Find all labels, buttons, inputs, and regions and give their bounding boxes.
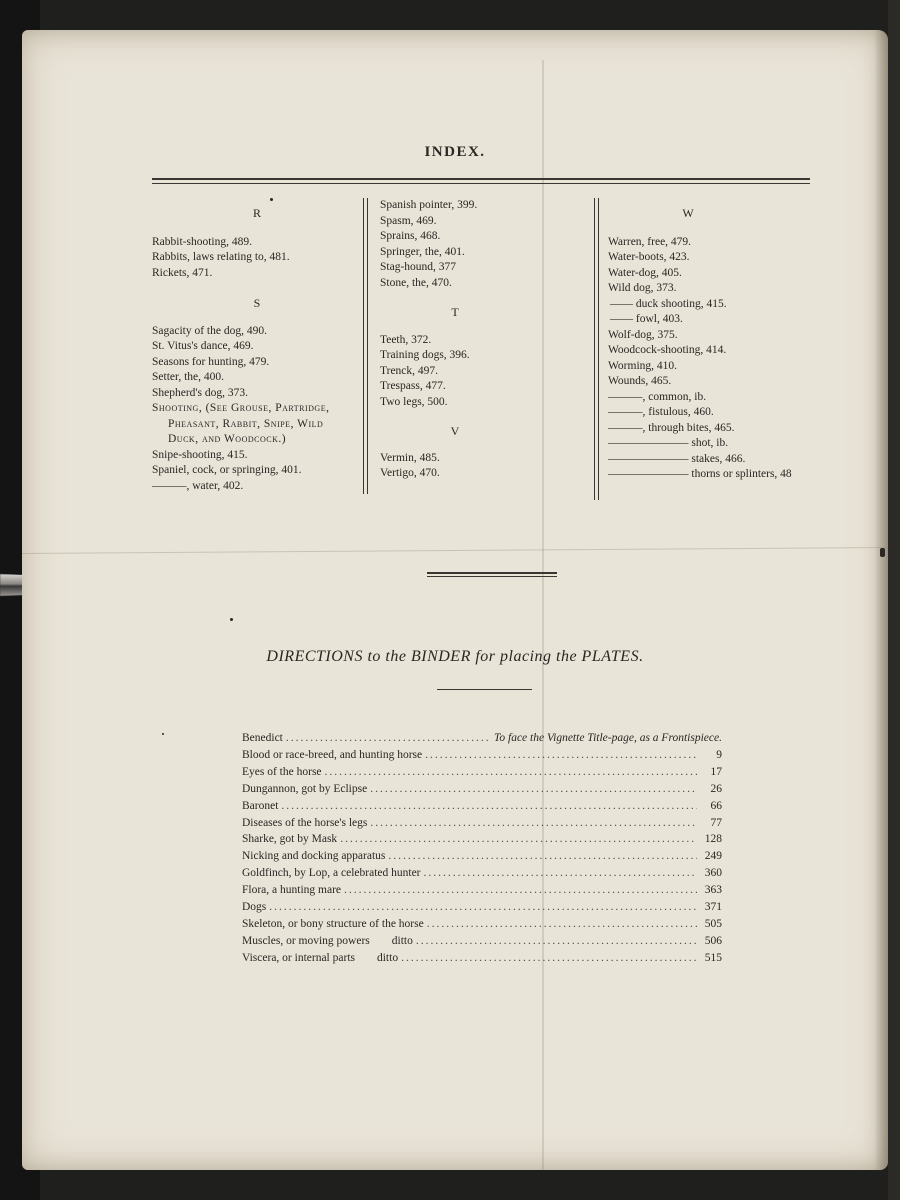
plate-label: Viscera, or internal parts xyxy=(242,951,355,964)
index-entry: Snipe-shooting, 415. xyxy=(152,448,248,461)
plate-page-number: 17 xyxy=(710,765,722,778)
index-entry: Sprains, 468. xyxy=(380,230,441,242)
plate-row xyxy=(242,882,722,899)
plate-page-number: 77 xyxy=(710,816,722,829)
index-entry: ——————— shot, ib. xyxy=(608,437,729,449)
index-entry: Worming, 410. xyxy=(608,359,678,372)
letter-heading-r: R xyxy=(252,206,261,220)
index-entry: Wounds, 465. xyxy=(608,375,672,387)
directions-title: DIRECTIONS to the BINDER for placing the PLATES. xyxy=(266,648,644,665)
section-separator-rule xyxy=(427,572,557,574)
letter-heading-v: V xyxy=(450,424,460,438)
column-divider-left-b xyxy=(367,198,368,494)
document-page xyxy=(22,30,888,1170)
plate-row xyxy=(242,848,722,865)
index-entry: —— duck shooting, 415. xyxy=(610,297,727,310)
leader-dots xyxy=(344,882,697,899)
index-entry: Rickets, 471. xyxy=(152,266,213,279)
plate-label: Baronet xyxy=(242,799,279,812)
plates-list xyxy=(242,730,722,967)
index-entry: ———, water, 402. xyxy=(152,479,244,492)
plate-label: Eyes of the horse xyxy=(242,765,322,778)
index-entry: Springer, the, 401. xyxy=(380,245,465,258)
index-title: INDEX. xyxy=(424,144,486,160)
plate-page-number: 363 xyxy=(704,884,722,897)
ink-speck xyxy=(270,198,273,201)
index-entry: Pheasant, Rabbit, Snipe, Wild xyxy=(168,417,324,430)
plate-label: Diseases of the horse's legs xyxy=(242,816,368,829)
letter-heading-s: S xyxy=(253,296,261,310)
index-entry: Seasons for hunting, 479. xyxy=(152,355,270,368)
column-divider-left-a xyxy=(363,198,364,494)
plate-row xyxy=(242,916,722,933)
plate-row xyxy=(242,764,722,781)
index-entry: Shooting, (See Grouse, Partridge, xyxy=(152,402,330,414)
index-entry: Rabbit-shooting, 489. xyxy=(152,235,252,248)
plate-label: Skeleton, or bony structure of the horse xyxy=(242,917,424,930)
plate-page-number: 26 xyxy=(710,782,722,795)
index-entry: ———, through bites, 465. xyxy=(608,421,735,434)
ink-speck xyxy=(162,733,164,735)
plate-page-number: 9 xyxy=(716,748,722,761)
index-entry: Rabbits, laws relating to, 481. xyxy=(152,251,290,263)
index-entry: Sagacity of the dog, 490. xyxy=(152,324,267,337)
index-entry: Trespass, 477. xyxy=(380,380,446,392)
plate-row xyxy=(242,781,722,798)
index-entry: Trenck, 497. xyxy=(380,364,439,377)
plate-page-number: 506 xyxy=(704,934,722,947)
plate-row xyxy=(242,815,722,832)
index-entry: St. Vitus's dance, 469. xyxy=(152,340,254,352)
index-entry: Spaniel, cock, or springing, 401. xyxy=(152,464,302,476)
leader-dots xyxy=(286,730,491,747)
leader-dots xyxy=(370,781,697,798)
index-entry: ———, fistulous, 460. xyxy=(608,406,714,418)
index-entry: Vertigo, 470. xyxy=(380,467,440,479)
plate-label: Flora, a hunting mare xyxy=(242,884,342,897)
index-rule-thick xyxy=(152,178,810,180)
leader-dots xyxy=(325,764,697,781)
leader-dots xyxy=(424,865,697,882)
ink-speck xyxy=(880,548,885,557)
index-entry: Spanish pointer, 399. xyxy=(380,199,478,211)
plate-label: Goldfinch, by Lop, a celebrated hunter xyxy=(242,867,421,880)
index-entry: ——————— stakes, 466. xyxy=(608,452,746,465)
ink-speck xyxy=(230,618,233,621)
plate-page-number: 371 xyxy=(704,901,722,914)
index-entry: Woodcock-shooting, 414. xyxy=(608,344,727,356)
index-entry: Spasm, 469. xyxy=(380,214,437,227)
column-divider-right-b xyxy=(598,198,599,500)
plate-ditto: ditto xyxy=(391,934,413,947)
plate-page-number: 249 xyxy=(704,850,722,863)
letter-heading-t: T xyxy=(451,305,459,319)
plate-row xyxy=(242,865,722,882)
plate-row xyxy=(242,831,722,848)
index-entry: —— fowl, 403. xyxy=(610,313,683,325)
plate-label: Sharke, got by Mask xyxy=(242,833,338,846)
section-separator-rule-thin xyxy=(427,576,557,577)
plate-ditto: ditto xyxy=(376,951,399,964)
plate-note: To face the Vignette Title-page, as a Frontispiece. xyxy=(494,732,722,744)
horizontal-crease xyxy=(22,547,888,554)
letter-heading-w: W xyxy=(682,206,694,220)
index-entry: Shepherd's dog, 373. xyxy=(152,386,248,399)
index-entry: Warren, free, 479. xyxy=(608,235,692,248)
plate-page-number: 66 xyxy=(710,799,722,812)
plate-row xyxy=(242,899,722,916)
plate-row xyxy=(242,933,722,950)
index-rule-thin xyxy=(152,183,810,184)
plate-label: Blood or race-breed, and hunting horse xyxy=(242,748,423,761)
plate-page-number: 360 xyxy=(704,867,722,880)
plate-row xyxy=(242,798,722,815)
index-entry: Two legs, 500. xyxy=(380,395,448,408)
plate-label: Benedict xyxy=(242,732,283,744)
plate-row xyxy=(242,747,722,764)
index-entry: Stone, the, 470. xyxy=(380,276,452,289)
leader-dots xyxy=(388,848,697,865)
index-entry: Water-boots, 423. xyxy=(608,251,690,263)
index-entry: Vermin, 485. xyxy=(380,451,440,464)
plate-row xyxy=(242,730,722,747)
plate-page-number: 515 xyxy=(704,951,722,964)
leader-dots xyxy=(401,950,697,967)
index-column-3 xyxy=(608,206,828,483)
plate-label: Muscles, or moving powers xyxy=(242,934,370,947)
leader-dots xyxy=(370,815,697,832)
leader-dots xyxy=(427,916,697,933)
index-entry: ———, common, ib. xyxy=(608,390,707,403)
index-column-2 xyxy=(380,198,580,482)
index-entry: Training dogs, 396. xyxy=(380,349,470,361)
index-entry: Stag-hound, 377 xyxy=(380,261,457,273)
index-entry: Teeth, 372. xyxy=(380,333,432,346)
plate-page-number: 505 xyxy=(704,917,722,930)
leader-dots xyxy=(269,899,697,916)
plate-row xyxy=(242,950,722,967)
leader-dots xyxy=(340,831,697,848)
plate-label: Dogs xyxy=(242,901,267,914)
index-column-1 xyxy=(152,206,362,494)
column-divider-right-a xyxy=(594,198,595,500)
index-entry: Wolf-dog, 375. xyxy=(608,328,678,341)
index-entry: ——————— thorns or splinters, 48 xyxy=(608,468,792,480)
plate-label: Nicking and docking apparatus xyxy=(242,850,386,863)
index-entry: Water-dog, 405. xyxy=(608,266,682,279)
page-edge-shadow xyxy=(874,30,888,1170)
plate-label: Dungannon, got by Eclipse xyxy=(242,782,368,795)
index-entry: Duck, and Woodcock.) xyxy=(168,433,287,445)
book-edge-shadow xyxy=(888,0,900,1200)
directions-rule xyxy=(437,689,532,690)
index-entry: Wild dog, 373. xyxy=(608,282,677,294)
leader-dots xyxy=(281,798,697,815)
index-entry: Setter, the, 400. xyxy=(152,371,225,383)
leader-dots xyxy=(416,933,697,950)
leader-dots xyxy=(425,747,697,764)
plate-page-number: 128 xyxy=(704,833,722,846)
